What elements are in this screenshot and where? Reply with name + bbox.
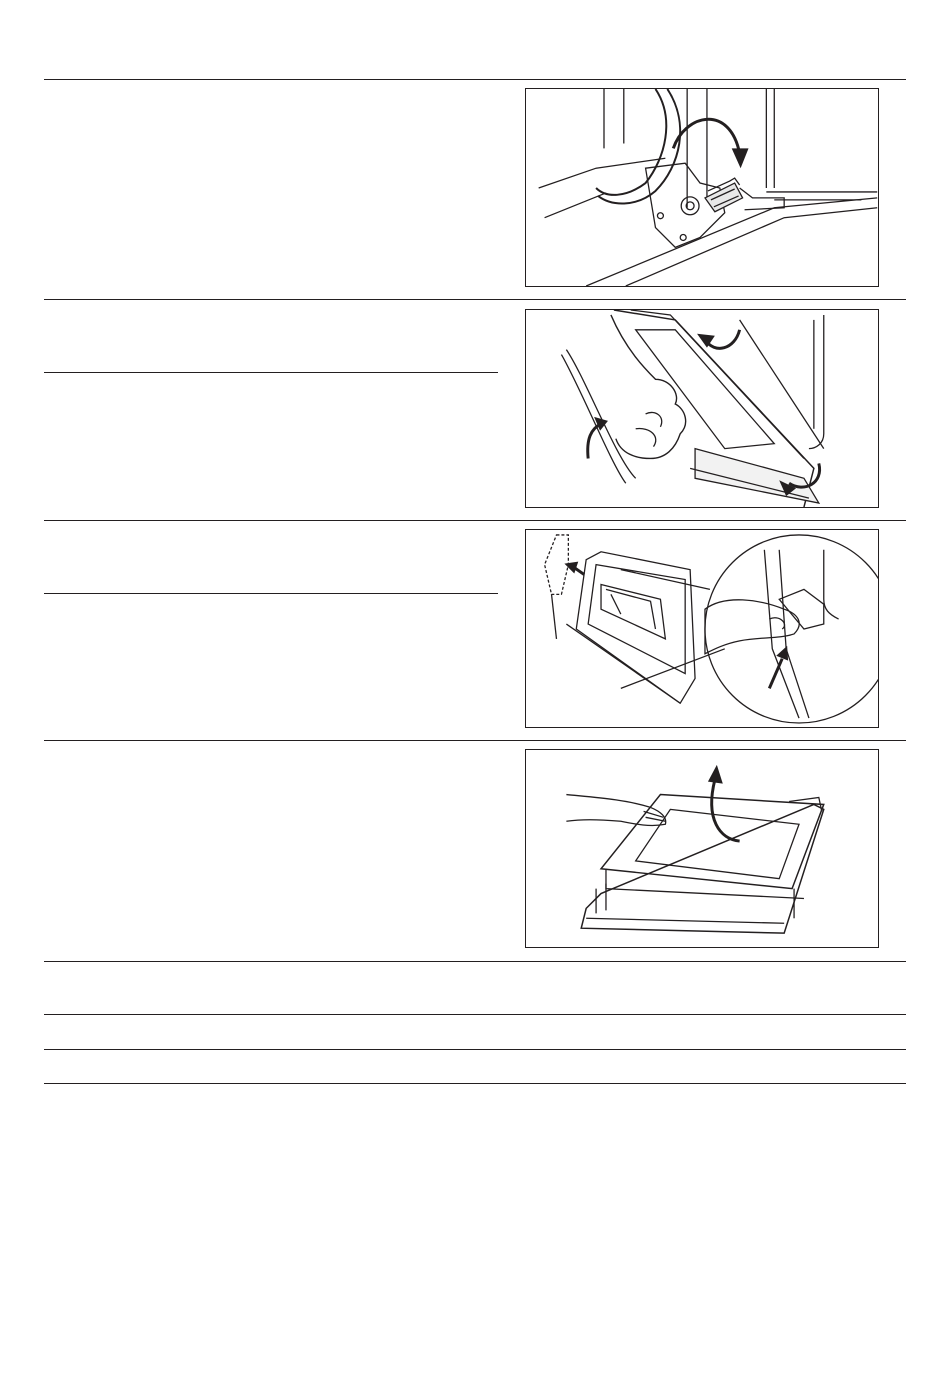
door-removal-illustration: [525, 309, 879, 508]
section-divider-7: [44, 1049, 906, 1050]
door-trim-illustration: [525, 529, 879, 728]
section-divider-2: [44, 299, 906, 300]
step-divider-2a: [44, 372, 498, 373]
section-divider-5: [44, 961, 906, 962]
glass-panel-illustration: [525, 749, 879, 948]
hinge-lever-illustration: [525, 88, 879, 287]
section-divider-6: [44, 1014, 906, 1015]
section-divider-1: [44, 79, 906, 80]
section-divider-3: [44, 520, 906, 521]
section-divider-8: [44, 1083, 906, 1084]
section-divider-4: [44, 740, 906, 741]
step-divider-3a: [44, 593, 498, 594]
